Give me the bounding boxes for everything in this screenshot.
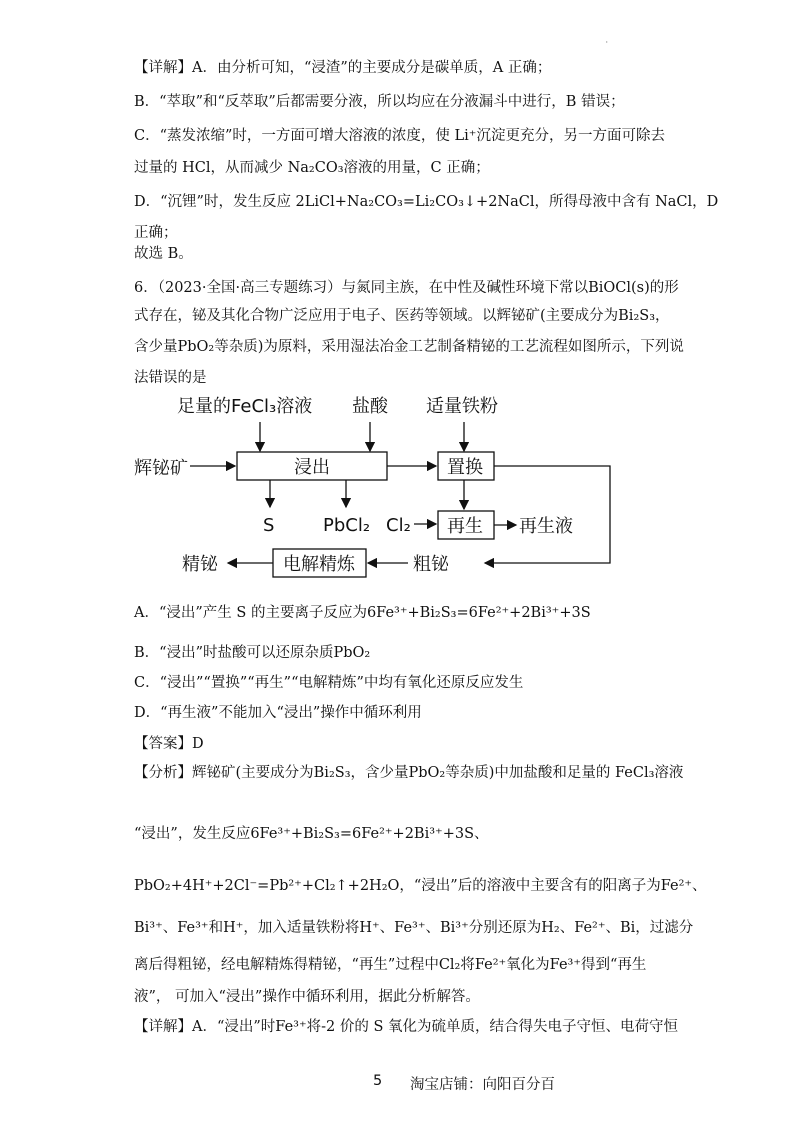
- line-14: D．“再生液”不能加入“浸出”操作中循环利用: [134, 705, 422, 721]
- line-0: 【详解】A．由分析可知，“浸渣”的主要成分是碳单质，A 正确；: [134, 60, 552, 76]
- line-12: B．“浸出”时盐酸可以还原杂质PbO₂: [134, 645, 371, 661]
- line-13: C．“浸出”“置换”“再生”“电解精炼”中均有氧化还原反应发生: [134, 675, 524, 691]
- line-8: 式存在，铋及其化合物广泛应用于电子、医药等领域。以辉铋矿(主要成分为Bi₂S₃，: [134, 308, 670, 324]
- reagent-fe: 适量铁粉: [426, 396, 498, 417]
- line-21: 液”， 可加入“浸出”操作中循环利用，据此分析解答。: [134, 989, 480, 1005]
- box-replace-label: 置换: [447, 457, 483, 478]
- line-5: 正确；: [134, 225, 178, 241]
- line-1: B．“萃取”和“反萃取”后都需要分液，所以均应在分液漏斗中进行，B 错误；: [134, 94, 625, 110]
- line-19: Bi³⁺、Fe³⁺和H⁺，加入适量铁粉将H⁺、Fe³⁺、Bi³⁺分别还原为H₂、Fe²⁺、Bi，过滤分: [134, 920, 694, 936]
- crude-bi: 粗铋: [413, 554, 449, 575]
- out-regen-liquid: 再生液: [519, 516, 573, 537]
- line-6: 故选 B。: [134, 246, 193, 262]
- line-17: “浸出”，发生反应6Fe³⁺+Bi₂S₃=6Fe²⁺+2Bi³⁺+3S、: [134, 826, 489, 842]
- line-15: 【答案】D: [134, 736, 204, 752]
- line-2: C．“蒸发浓缩”时，一方面可增大溶液的浓度，使 Li⁺沉淀更充分，另一方面可除去: [134, 128, 665, 144]
- line-7: 6．（2023·全国·高三专题练习）与氮同主族，在中性及碱性环境下常以BiOCl(s)的形: [134, 280, 679, 296]
- out-s: S: [263, 515, 275, 536]
- line-3: 过量的 HCl，从而减少 Na₂CO₃溶液的用量，C 正确；: [134, 160, 490, 176]
- in-cl2: Cl₂: [386, 515, 411, 536]
- feed-ore: 辉铋矿: [134, 458, 188, 479]
- corner-dot: ·: [605, 38, 608, 47]
- box-leach-label: 浸出: [294, 457, 330, 478]
- reagent-hcl: 盐酸: [352, 396, 388, 417]
- footer-shop: 淘宝店铺：向阳百分百: [410, 1077, 555, 1093]
- line-22: 【详解】A．“浸出”时Fe³⁺将-2 价的 S 氧化为硫单质，结合得失电子守恒、电荷守恒: [134, 1019, 678, 1035]
- line-4: D．“沉锂”时，发生反应 2LiCl+Na₂CO₃=Li₂CO₃↓+2NaCl，所得母液中含有 NaCl，D: [134, 194, 719, 210]
- box-refine-label: 电解精炼: [283, 554, 355, 575]
- line-10: 法错误的是: [134, 370, 207, 386]
- out-pbcl2: PbCl₂: [323, 515, 371, 536]
- page-number: 5: [373, 1073, 383, 1089]
- process-flow-diagram: [130, 385, 630, 590]
- line-9: 含少量PbO₂等杂质)为原料，采用湿法冶金工艺制备精铋的工艺流程如图所示，下列说: [134, 339, 684, 355]
- reagent-fecl3: 足量的FeCl₃溶液: [177, 396, 313, 417]
- line-16: 【分析】辉铋矿(主要成分为Bi₂S₃，含少量PbO₂等杂质)中加盐酸和足量的 FeCl₃溶液: [134, 765, 684, 781]
- line-18: PbO₂+4H⁺+2Cl⁻=Pb²⁺+Cl₂↑+2H₂O，“浸出”后的溶液中主要含有的阳离子为Fe²⁺、: [134, 878, 707, 894]
- product-bi: 精铋: [182, 554, 218, 575]
- line-11: A．“浸出”产生 S 的主要离子反应为6Fe³⁺+Bi₂S₃=6Fe²⁺+2Bi³⁺+3S: [134, 605, 591, 621]
- box-regen-label: 再生: [447, 516, 483, 537]
- line-20: 离后得粗铋，经电解精炼得精铋，“再生”过程中Cl₂将Fe²⁺氧化为Fe³⁺得到“再生: [134, 957, 647, 973]
